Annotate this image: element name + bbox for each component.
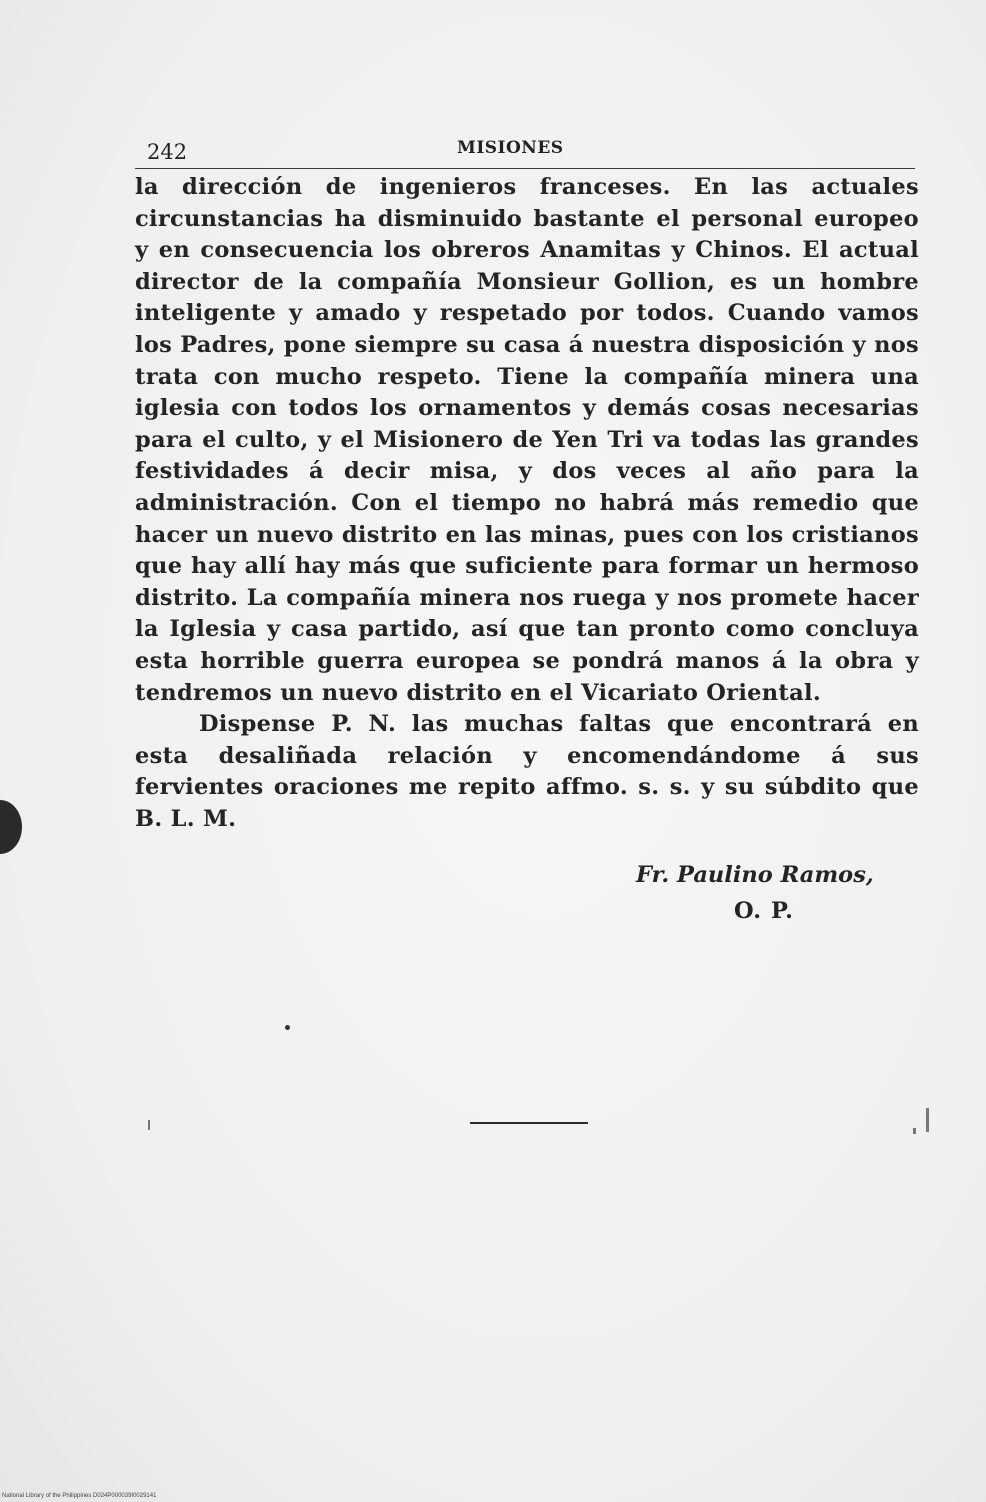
signature-name: Fr. Paulino Ramos,: [636, 862, 874, 888]
body-text: [135, 172, 919, 835]
speck-right: [926, 1108, 929, 1132]
signature-order: O. P.: [734, 898, 794, 924]
speck-left: [148, 1120, 150, 1130]
page-header: [135, 136, 915, 169]
paragraph-1: la dirección de ingenieros franceses. En las actuales circunstancias ha disminuido bastante el personal europeo y en consecuencia los obreros Anamitas y Chinos. El actual director de la compañía Monsieur Gollion, es un hombre inteligente y amado y respetado por todos. Cuando vamos los Padres, pone siempre su casa á nuestra disposición y nos trata con mucho respeto. Tiene la compañía minera una iglesia con todos los ornamentos y demás cosas necesarias para el culto, y el Misionero de Yen Tri va todas las grandes festividades á decir misa, y dos veces al año para la administración. Con el tiempo no habrá más remedio que hacer un nuevo distrito en las minas, pues con los cristianos que hay allí hay más que suficiente para formar un hermoso distrito. La compañía minera nos ruega y nos promete hacer la Iglesia y casa partido, así que tan pronto como concluya esta horrible guerra europea se pondrá manos á la obra y tendremos un nuevo distrito en el Vicariato Oriental.: [135, 174, 919, 706]
running-head: MISIONES: [457, 138, 564, 158]
paragraph-2: Dispense P. N. las muchas faltas que encontrará en esta desaliñada relación y encomendándome á sus fervientes oraciones me repito affmo. s. s. y su súbdito que B. L. M.: [135, 711, 919, 832]
closing-rule: [470, 1122, 588, 1124]
speck-right-small: [913, 1128, 916, 1134]
footer-source: National Library of the Philippines D024P000039I0029141: [2, 1493, 157, 1499]
ink-dot: [285, 1025, 290, 1030]
page-number: 242: [147, 140, 188, 164]
